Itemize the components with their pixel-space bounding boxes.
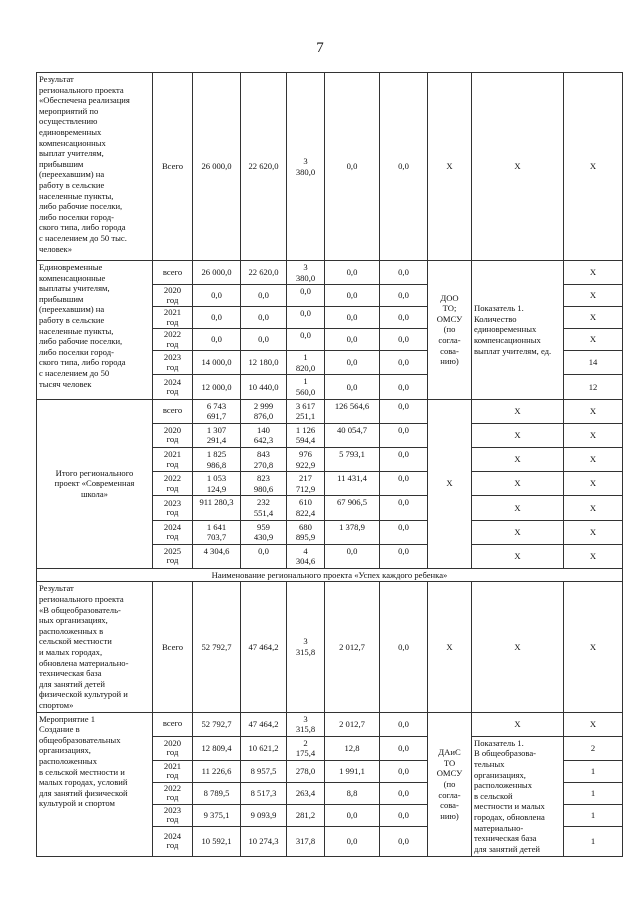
federal-cell: 8 957,5 [241,760,287,782]
federal-cell: 0,0 [241,307,287,329]
local-cell: 126 564,6 [325,399,380,423]
table-row [37,261,623,285]
regional-cell: 680 895,9 [287,520,325,544]
regional-cell: 3 617 251,1 [287,399,325,423]
result-row [37,582,623,712]
executor-cell: ДОО ТО; ОМСУ (по согла- сова- нию) [428,261,472,400]
total-cell: 0,0 [193,285,241,307]
federal-cell: 140 642,3 [241,423,287,447]
year-cell: 2022 год [153,329,193,351]
target-cell: 1 [564,760,623,782]
regional-cell: 0,0 [287,329,325,351]
other-cell: 0,0 [380,496,428,520]
budget-table [36,72,623,857]
other-cell: 0,0 [380,447,428,471]
other-cell: 0,0 [380,351,428,375]
federal-cell: 10 621,2 [241,736,287,760]
regional-cell: 317,8 [287,826,325,856]
section-title: Наименование регионального проекта «Успех каждого ребенка» [37,568,623,582]
total-cell: 11 226,6 [193,760,241,782]
table-row [37,712,623,736]
total-cell: 10 592,1 [193,826,241,856]
local-cell: 12,8 [325,736,380,760]
regional-cell: 278,0 [287,760,325,782]
target-cell: 12 [564,375,623,399]
indicator-cell: X [472,73,564,261]
target-cell: X [564,712,623,736]
federal-cell: 0,0 [241,544,287,568]
regional-cell: 1 560,0 [287,375,325,399]
other-cell: 0,0 [380,73,428,261]
federal-cell: 959 430,9 [241,520,287,544]
target-cell: X [564,447,623,471]
local-cell: 0,0 [325,261,380,285]
other-cell: 0,0 [380,423,428,447]
year-cell: всего [153,261,193,285]
local-cell: 0,0 [325,375,380,399]
year-cell: всего [153,712,193,736]
target-cell: 1 [564,804,623,826]
other-cell: 0,0 [380,307,428,329]
target-cell: X [564,307,623,329]
indicator-cell: X [472,399,564,423]
target-cell: X [564,261,623,285]
executor-cell: X [428,582,472,712]
indicator-cell: X [472,712,564,736]
other-cell: 0,0 [380,826,428,856]
local-cell: 8,8 [325,782,380,804]
local-cell: 0,0 [325,285,380,307]
indicator-cell: X [472,423,564,447]
year-cell: 2021 год [153,307,193,329]
regional-cell: 3 380,0 [287,73,325,261]
target-cell: X [564,423,623,447]
other-cell: 0,0 [380,760,428,782]
local-cell: 67 906,5 [325,496,380,520]
year-cell: 2020 год [153,285,193,307]
executor-cell: ДАиС ТО ОМСУ (по согла- сова- нию) [428,712,472,856]
local-cell: 2 012,7 [325,712,380,736]
year-cell: 2023 год [153,351,193,375]
federal-cell: 843 270,8 [241,447,287,471]
other-cell: 0,0 [380,375,428,399]
total-cell: 9 375,1 [193,804,241,826]
regional-cell: 3 380,0 [287,261,325,285]
other-cell: 0,0 [380,736,428,760]
other-cell: 0,0 [380,472,428,496]
total-cell: 1 307 291,4 [193,423,241,447]
measure-description: Единовременные компенсационные выплаты учителям, прибывшим (переехавшим) на работу в сельские населенные пункты, либо рабочие поселки, либо поселки город- ского типа, либо города с населением до 50 тысяч человек [37,261,153,400]
result-description: Результат регионального проекта «В общеобразователь- ных организациях, расположенных в сельской местности и малых городах, обновлена материально- техническая база для занятий детей физической культурой и спортом» [37,582,153,712]
table-row [37,399,623,423]
regional-cell: 976 922,9 [287,447,325,471]
total-cell: 6 743 691,7 [193,399,241,423]
indicator-cell: X [472,582,564,712]
federal-cell: 0,0 [241,329,287,351]
federal-cell: 22 620,0 [241,73,287,261]
target-cell: X [564,329,623,351]
other-cell: 0,0 [380,544,428,568]
year-cell: 2021 год [153,447,193,471]
target-cell: 2 [564,736,623,760]
total-cell: 14 000,0 [193,351,241,375]
local-cell: 5 793,1 [325,447,380,471]
indicator-cell: Показатель 1. В общеобразова- тельных организациях, расположенных в сельской местности и малых городах, обновлена материально- техническая база для занятий детей [472,736,564,856]
year-cell: 2024 год [153,826,193,856]
section-row [37,568,623,582]
federal-cell: 47 464,2 [241,582,287,712]
total-cell: 12 000,0 [193,375,241,399]
local-cell: 0,0 [325,826,380,856]
year-cell: 2024 год [153,375,193,399]
executor-cell: X [428,73,472,261]
target-cell: X [564,73,623,261]
regional-cell: 3 315,8 [287,712,325,736]
local-cell: 1 991,1 [325,760,380,782]
page-number: 7 [316,40,324,56]
federal-cell: 9 093,9 [241,804,287,826]
regional-cell: 4 304,6 [287,544,325,568]
regional-cell: 610 822,4 [287,496,325,520]
other-cell: 0,0 [380,329,428,351]
total-cell: 52 792,7 [193,712,241,736]
other-cell: 0,0 [380,804,428,826]
federal-cell: 10 274,3 [241,826,287,856]
total-cell: 52 792,7 [193,582,241,712]
measure-description: Мероприятие 1 Создание в общеобразовательных организациях, расположенных в сельской местности и малых городах, условий для занятий физической культурой и спортом [37,712,153,856]
year-cell: 2020 год [153,423,193,447]
year-cell: 2022 год [153,472,193,496]
other-cell: 0,0 [380,399,428,423]
local-cell: 0,0 [325,329,380,351]
federal-cell: 47 464,2 [241,712,287,736]
indicator-cell: Показатель 1. Количество единовременных компенсационных выплат учителям, ед. [472,261,564,400]
regional-cell: 263,4 [287,782,325,804]
total-cell: 911 280,3 [193,496,241,520]
local-cell: 0,0 [325,73,380,261]
target-cell: X [564,582,623,712]
indicator-cell: X [472,447,564,471]
target-cell: X [564,496,623,520]
year-cell: всего [153,399,193,423]
indicator-cell: X [472,496,564,520]
regional-cell: 217 712,9 [287,472,325,496]
year-cell: Всего [153,582,193,712]
federal-cell: 0,0 [241,285,287,307]
local-cell: 2 012,7 [325,582,380,712]
other-cell: 0,0 [380,712,428,736]
total-cell: 1 641 703,7 [193,520,241,544]
other-cell: 0,0 [380,582,428,712]
target-cell: X [564,472,623,496]
federal-cell: 22 620,0 [241,261,287,285]
local-cell: 0,0 [325,351,380,375]
year-cell: 2024 год [153,520,193,544]
target-cell: X [564,285,623,307]
federal-cell: 232 551,4 [241,496,287,520]
regional-cell: 1 126 594,4 [287,423,325,447]
other-cell: 0,0 [380,285,428,307]
total-cell: 1 825 986,8 [193,447,241,471]
target-cell: X [564,520,623,544]
indicator-cell: X [472,472,564,496]
other-cell: 0,0 [380,261,428,285]
total-cell: 8 789,5 [193,782,241,804]
target-cell: 1 [564,826,623,856]
result-row [37,73,623,261]
total-cell: 0,0 [193,329,241,351]
local-cell: 11 431,4 [325,472,380,496]
result-description: Результат регионального проекта «Обеспечена реализация мероприятий по осуществлению единовременных компенсационных выплат учителям, прибывшим (переехавшим) на работу в сельские населенные пункты, либо рабочие поселки, либо поселки город- ского типа, либо города с населением до 50 тыс. человек» [37,73,153,261]
other-cell: 0,0 [380,520,428,544]
other-cell: 0,0 [380,782,428,804]
federal-cell: 2 999 876,0 [241,399,287,423]
federal-cell: 8 517,3 [241,782,287,804]
year-cell: 2021 год [153,760,193,782]
local-cell: 0,0 [325,544,380,568]
executor-cell: X [428,399,472,568]
total-cell: 26 000,0 [193,73,241,261]
local-cell: 40 054,7 [325,423,380,447]
target-cell: 14 [564,351,623,375]
target-cell: 1 [564,782,623,804]
year-cell: Всего [153,73,193,261]
year-cell: 2025 год [153,544,193,568]
table-body [37,73,623,857]
total-cell: 12 809,4 [193,736,241,760]
total-cell: 1 053 124,9 [193,472,241,496]
federal-cell: 823 980,6 [241,472,287,496]
regional-cell: 1 820,0 [287,351,325,375]
year-cell: 2020 год [153,736,193,760]
year-cell: 2023 год [153,804,193,826]
total-cell: 0,0 [193,307,241,329]
total-cell: 26 000,0 [193,261,241,285]
target-cell: X [564,399,623,423]
project-total-label: Итого регионального проект «Современная школа» [37,399,153,568]
regional-cell: 0,0 [287,307,325,329]
local-cell: 0,0 [325,307,380,329]
federal-cell: 10 440,0 [241,375,287,399]
year-cell: 2023 год [153,496,193,520]
target-cell: X [564,544,623,568]
indicator-cell: X [472,544,564,568]
federal-cell: 12 180,0 [241,351,287,375]
regional-cell: 2 175,4 [287,736,325,760]
regional-cell: 0,0 [287,285,325,307]
total-cell: 4 304,6 [193,544,241,568]
regional-cell: 281,2 [287,804,325,826]
local-cell: 0,0 [325,804,380,826]
year-cell: 2022 год [153,782,193,804]
local-cell: 1 378,9 [325,520,380,544]
indicator-cell: X [472,520,564,544]
regional-cell: 3 315,8 [287,582,325,712]
